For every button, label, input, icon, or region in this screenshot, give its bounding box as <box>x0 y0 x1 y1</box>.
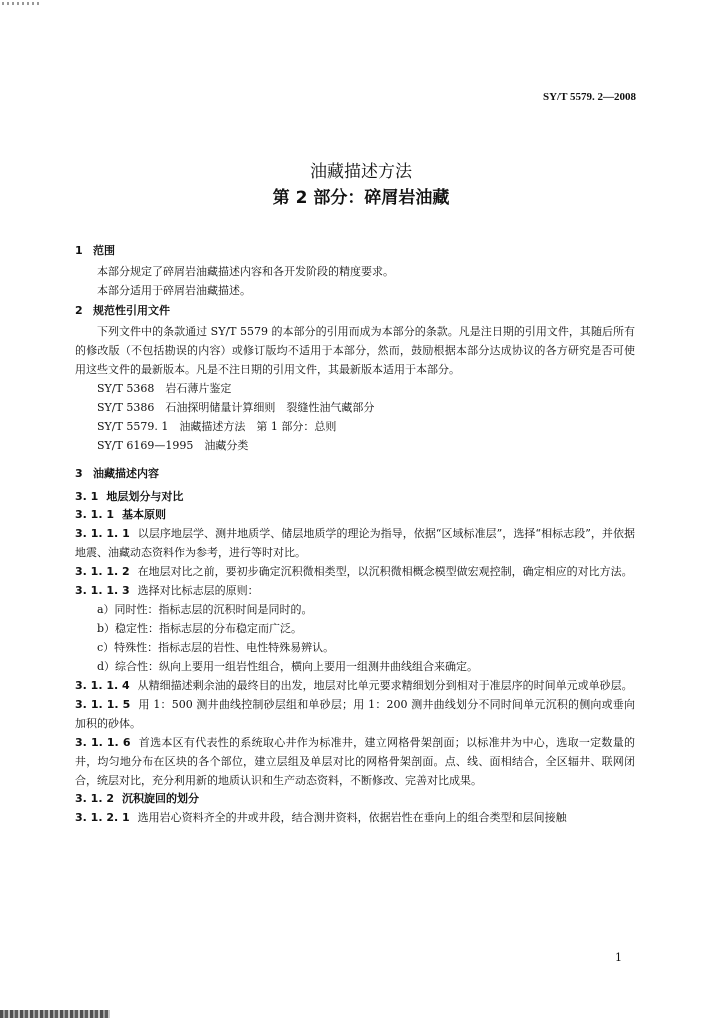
list-item: b）稳定性：指标志层的分布稳定而广泛。 <box>97 622 303 635</box>
clause-text: 选用岩心资料齐全的井或井段，结合测井资料，依据岩性在垂向上的组合类型和层间接触 <box>137 811 567 824</box>
section-number: 1 <box>75 244 83 257</box>
clause-number: 3. 1. 1. 5 <box>75 698 131 711</box>
clause-text: 从精细描述剩余油的最终目的出发，地层对比单元要求精细划分到相对于准层序的时间单元或单砂层。 <box>137 679 633 692</box>
clause <box>75 676 635 695</box>
section-heading-3 <box>75 463 635 485</box>
reference-item: SY/T 5386 石油探明储量计算细则 裂缝性油气藏部分 <box>97 401 375 414</box>
scan-artifact-bottom <box>0 1010 110 1018</box>
list-item: a）同时性：指标志层的沉积时间是同时的。 <box>97 603 313 616</box>
clause <box>75 524 635 562</box>
subsubsection-number: 3. 1. 2 <box>75 792 114 805</box>
paragraph: 下列文件中的条款通过 SY/T 5579 的本部分的引用而成为本部分的条款。凡是注日期的引用文件，其随后所有的修改版（不包括勘误的内容）或修订版均不适用于本部分，然而，鼓励根据本部分达成协议的各方研究是否可使用这些文件的最新版本。凡是不注日期的引用文件，其最新版本适用于本部分。 <box>75 325 635 376</box>
clause-number: 3. 1. 1. 2 <box>75 565 130 578</box>
subsection-heading <box>75 488 635 506</box>
list-item: c）特殊性：指标志层的岩性、电性特殊易辨认。 <box>97 641 335 654</box>
section-number: 2 <box>75 304 83 317</box>
clause-text: 在地层对比之前，要初步确定沉积微相类型，以沉积微相概念模型做宏观控制，确定相应的对比方法。 <box>137 565 633 578</box>
subsubsection-heading <box>75 506 635 524</box>
clause-number: 3. 1. 2. 1 <box>75 811 130 824</box>
clause <box>75 581 635 600</box>
subsection-title: 地层划分与对比 <box>106 490 184 503</box>
clause-text: 以层序地层学、测井地质学、储层地质学的理论为指导，依据“区域标准层”，选择“相标志段”，并依据地震、油藏动态资料作为参考，进行等时对比。 <box>75 527 636 559</box>
clause-text: 用 1：500 测井曲线控制砂层组和单砂层；用 1：200 测井曲线划分不同时间单元沉积的侧向或垂向加积的砂体。 <box>75 698 635 730</box>
clause-number: 3. 1. 1. 1 <box>75 527 130 540</box>
document-body <box>75 240 635 827</box>
clause <box>75 695 635 733</box>
reference-item: SY/T 5579. 1 油藏描述方法 第 1 部分：总则 <box>97 420 337 433</box>
reference-item: SY/T 5368 岩石薄片鉴定 <box>97 382 232 395</box>
page-number: 1 <box>615 951 622 964</box>
section-title: 规范性引用文件 <box>93 304 170 317</box>
section-number: 3 <box>75 467 83 480</box>
reference-item: SY/T 6169—1995 油藏分类 <box>97 439 249 452</box>
clause-number: 3. 1. 1. 4 <box>75 679 130 692</box>
subsubsection-title: 沉积旋回的划分 <box>121 792 199 805</box>
clause <box>75 562 635 581</box>
scan-artifact-top <box>2 2 42 5</box>
clause-number: 3. 1. 1. 3 <box>75 584 130 597</box>
clause-text: 选择对比标志层的原则： <box>137 584 259 597</box>
standard-code: SY/T 5579. 2—2008 <box>542 91 636 103</box>
paragraph: 本部分规定了碎屑岩油藏描述内容和各开发阶段的精度要求。 <box>97 265 394 278</box>
document-subtitle: 第 2 部分：碎屑岩油藏 <box>272 188 450 208</box>
document-title: 油藏描述方法 <box>310 162 412 182</box>
section-heading-1 <box>75 240 635 262</box>
section-heading-2 <box>75 300 635 322</box>
clause-number: 3. 1. 1. 6 <box>75 736 131 749</box>
section-title: 油藏描述内容 <box>93 467 159 480</box>
section-title: 范围 <box>93 244 115 257</box>
subsection-number: 3. 1 <box>75 490 99 503</box>
clause-text: 首选本区有代表性的系统取心井作为标准井，建立网格骨架剖面；以标准井为中心，选取一定数量的井，均匀地分布在区块的各个部位，建立层组及单层对比的网格骨架剖面。点、线、面相结合，全区辐井、联网闭合，统层对比，充分利用新的地质认识和生产动态资料，不断修改、完善对比成果。 <box>75 736 636 787</box>
paragraph: 本部分适用于碎屑岩油藏描述。 <box>97 284 251 297</box>
subsubsection-heading <box>75 790 635 808</box>
subsubsection-number: 3. 1. 1 <box>75 508 114 521</box>
clause <box>75 808 635 827</box>
clause <box>75 733 635 790</box>
list-item: d）综合性：纵向上要用一组岩性组合，横向上要用一组测井曲线组合来确定。 <box>97 660 479 673</box>
subsubsection-title: 基本原则 <box>121 508 166 521</box>
